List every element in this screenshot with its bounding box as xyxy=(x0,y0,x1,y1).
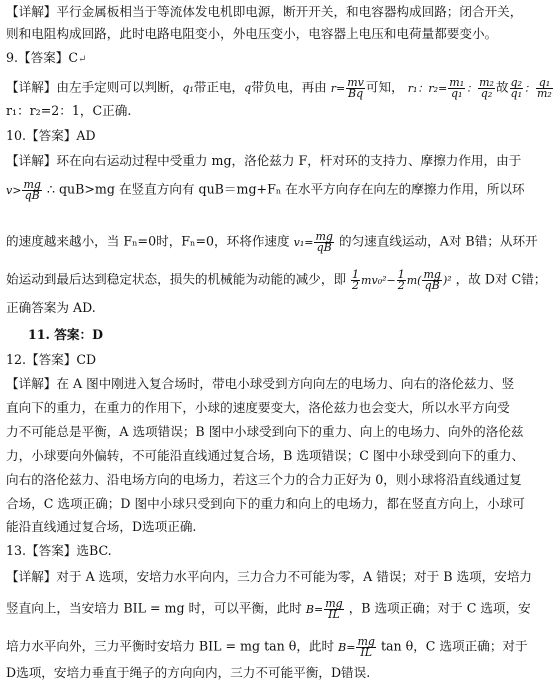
q10-detail-line-5: 正确答案为 AD. xyxy=(6,300,96,315)
q13-text-2b: ，B 选项正确；对于 C 选项，安 xyxy=(348,600,531,616)
q12-detail-line-2: 直向下的重力，在重力的作用下，小球的速度要变大，洛伦兹力也会变大，所以水平方向受 xyxy=(6,400,510,415)
q13-detail-line-3 xyxy=(6,635,528,659)
q11-answer: 11. 答案：D xyxy=(28,327,103,342)
q12-detail-line-7: 能沿直线通过复合场，D选项正确. xyxy=(6,519,197,534)
q10-formula-energy: $\frac{1}{2}$ mv₀²− $\frac{1}{2}$ m( $\frac{mg}{qB}$ )² xyxy=(352,268,452,292)
q13-formula-b2: B= $\frac{mg}{IL}$ xyxy=(338,635,375,659)
q9-text-e: 故 xyxy=(495,79,509,95)
q10-formula-v1: v₁= $\frac{mg}{qB}$ xyxy=(293,230,333,254)
q13-text-3b: tan θ，C 选项正确；对于 xyxy=(380,638,528,654)
q9-text-c: 带负电，再由 xyxy=(251,79,327,95)
q9-detail-line-2: r₁：r₂=2：1，C正确. xyxy=(6,103,132,118)
q9-formula-ratio: r₁：r₂= $\frac{\text{m₁}}{\text{q₁}}$ ： $\frac{\text{m₂}}{\text{q₂}}$ xyxy=(407,76,494,100)
q10-detail-line-3 xyxy=(6,230,538,254)
q10-detail-line-1: 【详解】环在向右运动过程中受重力 mg，洛伦兹力 F，杆对环的支持力、摩擦力作用，由于 xyxy=(6,153,522,168)
q9-q1: q₁ xyxy=(182,81,194,95)
q10-text-3a: 的速度越来越小，当 Fₙ=0时，Fₙ=0，环将作速度 xyxy=(6,233,290,249)
q10-detail-line-2 xyxy=(6,178,525,202)
q9-formula-ratio2: $\frac{\text{q₂}}{\text{q₁}}$ ： $\frac{\text{q₁}}{\text{m₂}}$ xyxy=(510,76,552,100)
q12-detail-line-4: 力，小球要向外偏转，不可能沿直线通过复合场，B 选项错误；C 图中小球受到向下的重力、 xyxy=(6,448,525,463)
q9-text-d: 可知， xyxy=(365,79,404,95)
q13-formula-b1: B= $\frac{mg}{IL}$ xyxy=(305,597,343,621)
q10-detail-line-4 xyxy=(6,268,547,292)
q10-answer: 10.【答案】AD xyxy=(6,128,96,143)
q12-answer: 12.【答案】CD xyxy=(6,352,97,367)
q13-text-2a: 竖直向上，当安培力 BIL = mg 时，可以平衡，此时 xyxy=(6,600,302,616)
q13-text-3a: 培力水平向外，三力平衡时安培力 BIL = mg tan θ，此时 xyxy=(6,638,335,654)
q9-detail-line-1 xyxy=(6,76,552,100)
q13-detail-line-1: 【详解】对于 A 选项，安培力水平向内，三力合力不可能为零，A 错误；对于 B 选项，安培力 xyxy=(6,569,533,584)
q9-text-b: 带正电， xyxy=(193,79,245,95)
q9-text-a: 【详解】由左手定则可以判断， xyxy=(6,79,183,95)
q12-detail-line-3: 力不可能总是平衡，A 选项错误；B 图中小球受到向下的重力、向上的电场力、向外的洛伦兹 xyxy=(6,424,524,439)
q9-q2: q xyxy=(244,81,252,95)
q10-text-4a: 始运动到最后达到稳定状态，损失的机械能为动能的减少，即 xyxy=(6,271,347,287)
q8-detail-line-1: 【详解】平行金属板相当于等流体发电机即电源，断开开关，和电容器构成回路；闭合开关， xyxy=(6,4,523,19)
q13-detail-line-4: D选项，安培力垂直于绳子的方向向内，三力不可能平衡，D错误. xyxy=(6,665,371,680)
q13-detail-line-2 xyxy=(6,597,531,621)
q10-text-4b: ，故 D对 C错； xyxy=(455,271,547,287)
q10-text-3b: 的匀速直线运动，A对 B错；从环开 xyxy=(338,233,538,249)
q12-detail-line-1: 【详解】在 A 图中刚进入复合场时，带电小球受到方向向左的电场力、向右的洛伦兹力、竖 xyxy=(6,376,515,391)
q10-formula-v: v> $\frac{mg}{qB}$ xyxy=(6,178,41,202)
q12-detail-line-5: 向右的洛伦兹力、沿电场方向的电场力，若这三个力的合力正好为 0，则小球将沿直线通过复 xyxy=(6,472,522,487)
q12-detail-line-6: 合场，C 选项正确；D 图中小球只受到向下的重力和向上的电场力，都在竖直方向上，小球可 xyxy=(6,496,525,511)
q13-answer: 13.【答案】选BC. xyxy=(6,543,112,558)
q10-text-2: ∴ quB>mg 在竖直方向有 quB＝mg+Fₙ 在水平方向存在向左的摩擦力作用，所以环 xyxy=(46,181,525,197)
q9-answer xyxy=(6,50,504,68)
paragraph-mark: ↵ xyxy=(78,54,87,65)
q8-detail-line-2: 则和电阻构成回路，此时电路电阻变小，外电压变小，电容器上电压和电荷量都要变小。 xyxy=(6,26,498,41)
q9-answer-text: 9.【答案】C xyxy=(6,50,79,65)
q9-formula-r: r= $\frac{mv}{Bq}$ xyxy=(330,76,364,100)
